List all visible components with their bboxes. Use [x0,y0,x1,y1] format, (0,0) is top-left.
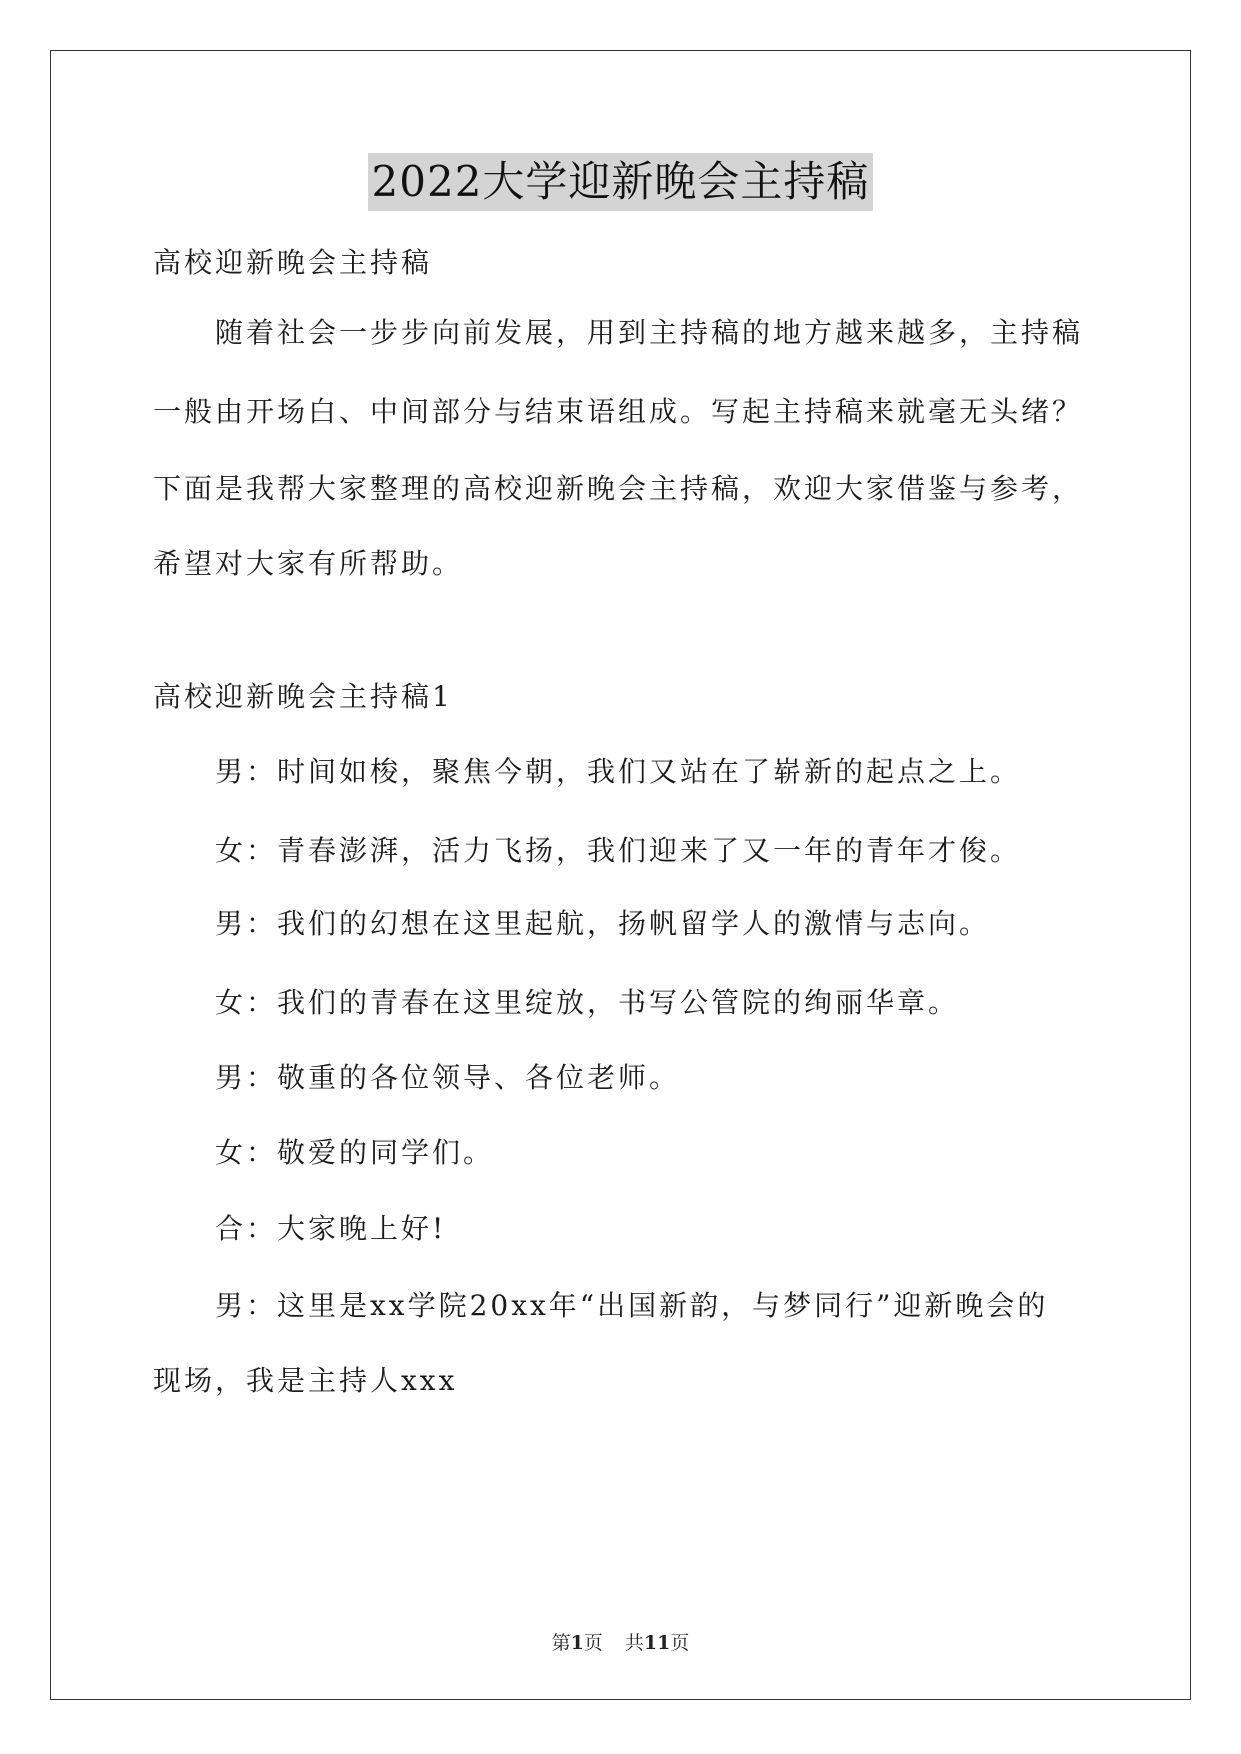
paragraph-line: 女：敬爱的同学们。 [215,1136,495,1169]
document-title: 2022大学迎新晚会主持稿 [368,153,874,211]
page-total: 11 [643,1632,671,1654]
paragraph-line: 女：青春澎湃，活力飞扬，我们迎来了又一年的青年才俊。 [215,834,1022,867]
paragraph-line: 高校迎新晚会主持稿 [153,246,433,279]
total-prefix: 共 [624,1632,644,1654]
paragraph-line: 一般由开场白、中间部分与结束语组成。写起主持稿来就毫无头绪？ [153,395,1084,428]
page-unit: 页 [583,1632,603,1654]
total-unit: 页 [670,1632,690,1654]
paragraph-line: 男：时间如梭，聚焦今朝，我们又站在了崭新的起点之上。 [215,755,1022,788]
page-footer [0,1630,1241,1656]
title-container [0,153,1241,211]
paragraph-line: 男：这里是xx学院20xx年“出国新韵，与梦同行”迎新晚会的 [215,1289,1049,1322]
paragraph-line: 随着社会一步步向前发展，用到主持稿的地方越来越多，主持稿 [215,316,1084,349]
paragraph-line: 希望对大家有所帮助。 [153,547,464,580]
paragraph-line: 下面是我帮大家整理的高校迎新晚会主持稿，欢迎大家借鉴与参考， [153,472,1084,505]
paragraph-line: 男：我们的幻想在这里起航，扬帆留学人的激情与志向。 [215,907,991,940]
paragraph-line: 女：我们的青春在这里绽放，书写公管院的绚丽华章。 [215,986,960,1019]
paragraph-line: 男：敬重的各位领导、各位老师。 [215,1061,681,1094]
page-prefix: 第 [551,1632,571,1654]
paragraph-line: 现场，我是主持人xxx [153,1364,458,1397]
page-border [50,50,1191,1700]
paragraph-line: 合：大家晚上好! [215,1212,447,1245]
page-current: 1 [570,1632,584,1654]
paragraph-line: 高校迎新晚会主持稿1 [153,680,453,713]
